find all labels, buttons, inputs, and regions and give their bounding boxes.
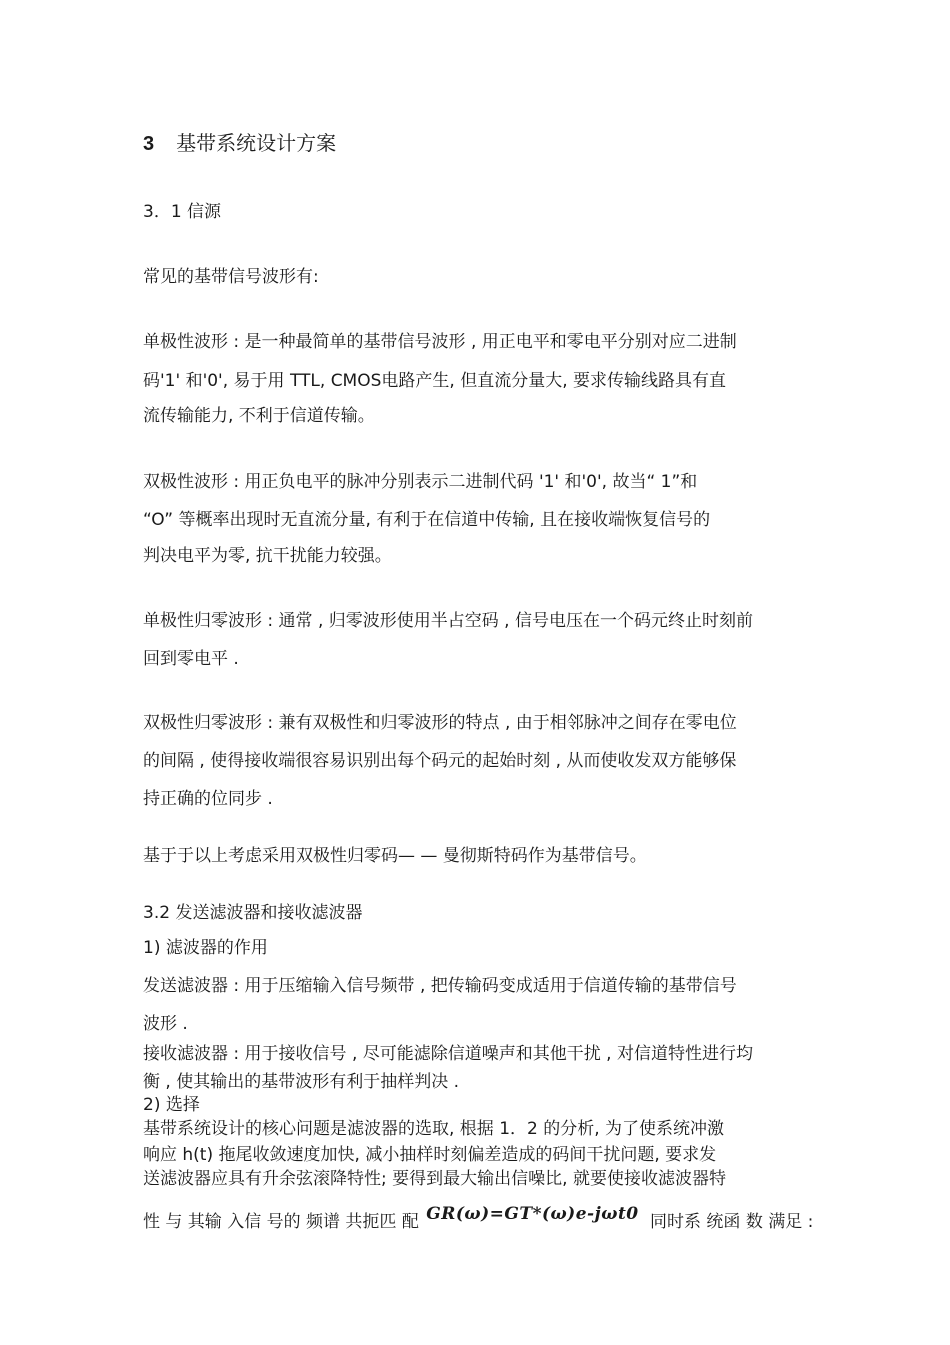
tx-filter-line-2: 波形 . — [143, 1014, 188, 1034]
filter-role-title: 1) 滤波器的作用 — [143, 938, 268, 958]
selection-line-2: 响应 h(t) 拖尾收敛速度加快, 减小抽样时刻偏差造成的码间干扰问题, 要求发 — [143, 1145, 717, 1165]
rx-filter-line-1: 接收滤波器 : 用于接收信号 , 尽可能滤除信道噪声和其他干扰 , 对信道特性进行均 — [143, 1044, 753, 1064]
chapter-heading — [143, 130, 336, 157]
unipolar-line-3: 流传输能力, 不利于信道传输。 — [143, 406, 375, 426]
bipolar-line-1: 双极性波形 : 用正负电平的脉冲分别表示二进制代码 '1' 和'0', 故当“ 1”和 — [143, 472, 698, 492]
rx-filter-line-2: 衡 , 使其输出的基带波形有利于抽样判决 . — [143, 1072, 460, 1092]
bipolar-rz-line-1: 双极性归零波形 : 兼有双极性和归零波形的特点 , 由于相邻脉冲之间存在零电位 — [143, 713, 737, 733]
bipolar-line-3: 判决电平为零, 抗干扰能力较强。 — [143, 546, 392, 566]
unipolar-line-1: 单极性波形 : 是一种最简单的基带信号波形 , 用正电平和零电平分别对应二进制 — [143, 332, 737, 352]
bipolar-rz-line-3: 持正确的位同步 . — [143, 789, 273, 809]
intro-paragraph: 常见的基带信号波形有: — [143, 267, 319, 287]
matched-filter-text-after: 同时系 统函 数 满足 : — [650, 1212, 814, 1232]
selection-line-3: 送滤波器应具有升余弦滚降特性; 要得到最大输出信噪比, 就要使接收滤波器特 — [143, 1169, 726, 1189]
conclusion-paragraph: 基于于以上考虑采用双极性归零码— — 曼彻斯特码作为基带信号。 — [143, 846, 647, 866]
section-3-2-heading: 3.2 发送滤波器和接收滤波器 — [143, 903, 363, 923]
matched-filter-formula: GR(ω)=GT*(ω)e-jωt0 — [426, 1204, 639, 1224]
select-title: 2) 选择 — [143, 1095, 200, 1115]
unipolar-line-2: 码'1' 和'0', 易于用 TTL, CMOS电路产生, 但直流分量大, 要求传输线路具有直 — [143, 371, 727, 391]
unipolar-rz-line-2: 回到零电平 . — [143, 649, 239, 669]
chapter-title: 基带系统设计方案 — [176, 131, 337, 155]
unipolar-rz-line-1: 单极性归零波形 : 通常 , 归零波形使用半占空码 , 信号电压在一个码元终止时刻前 — [143, 611, 753, 631]
chapter-number: 3 — [143, 133, 155, 155]
matched-filter-text-before: 性 与 其输 入信 号的 频谱 共扼匹 配 — [143, 1212, 419, 1232]
bipolar-line-2: “O” 等概率出现时无直流分量, 有利于在信道中传输, 且在接收端恢复信号的 — [143, 510, 711, 530]
section-3-1-heading: 3．1 信源 — [143, 202, 222, 222]
tx-filter-line-1: 发送滤波器 : 用于压缩输入信号频带 , 把传输码变成适用于信道传输的基带信号 — [143, 976, 737, 996]
matched-filter-line — [143, 1204, 814, 1233]
bipolar-rz-line-2: 的间隔 , 使得接收端很容易识别出每个码元的起始时刻 , 从而使收发双方能够保 — [143, 751, 737, 771]
selection-line-1: 基带系统设计的核心问题是滤波器的选取, 根据 1．2 的分析, 为了使系统冲激 — [143, 1119, 725, 1139]
